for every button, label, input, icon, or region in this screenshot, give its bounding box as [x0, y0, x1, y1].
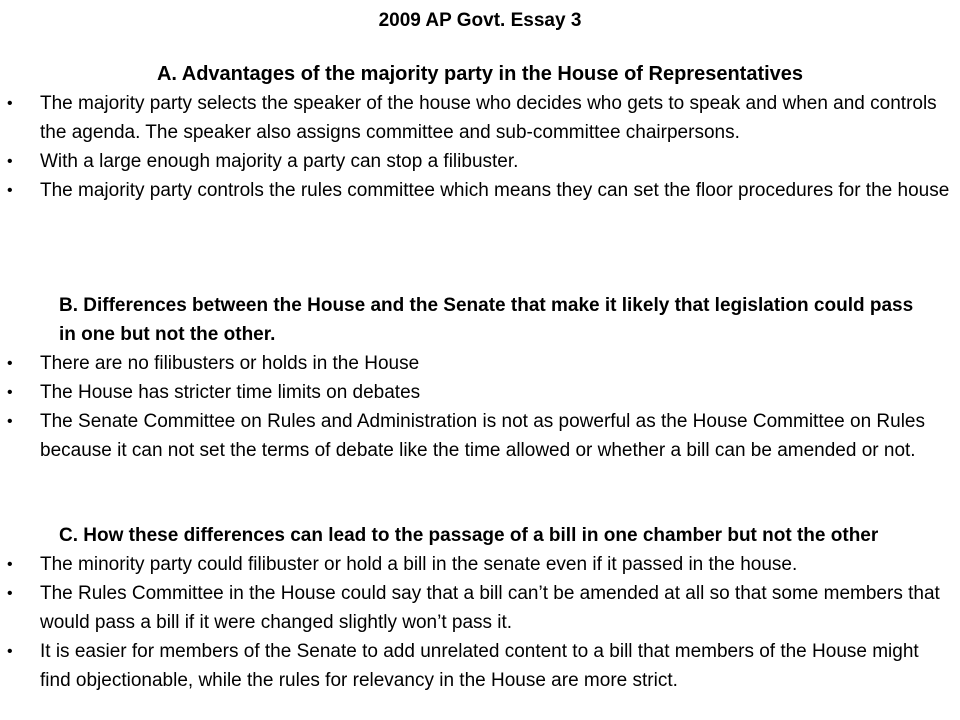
- section-b-heading: B. Differences between the House and the Senate that make it likely that legislation could pass in one but not the other.: [59, 295, 914, 345]
- bullet-text: The House has stricter time limits on debates: [40, 382, 421, 403]
- bullet-icon: •: [7, 384, 13, 401]
- bullet-icon: •: [7, 355, 13, 372]
- bullet-icon: •: [7, 95, 13, 112]
- section-a-heading: A. Advantages of the majority party in the House of Representatives: [156, 63, 804, 85]
- section-c-heading: C. How these differences can lead to the passage of a bill in one chamber but not the other: [59, 525, 879, 546]
- bullet-icon: •: [7, 585, 13, 602]
- list-item: [0, 579, 950, 637]
- list-item: [0, 349, 950, 378]
- list-item: [0, 147, 950, 176]
- list-item: [0, 378, 950, 407]
- section-a-list: [0, 89, 960, 205]
- bullet-text: It is easier for members of the Senate to add unrelated content to a bill that members of the House might find objectionable, while the rules for relevancy in the House are more strict.: [40, 641, 919, 691]
- slide-title: 2009 AP Govt. Essay 3: [378, 10, 582, 31]
- list-item: [0, 407, 950, 465]
- list-item: [0, 637, 950, 695]
- bullet-text: The majority party controls the rules committee which means they can set the floor procedures for the house: [40, 180, 950, 201]
- list-item: [0, 89, 950, 147]
- bullet-icon: •: [7, 556, 13, 573]
- bullet-text: There are no filibusters or holds in the House: [40, 353, 420, 374]
- list-item: [0, 550, 950, 579]
- bullet-text: The Senate Committee on Rules and Administration is not as powerful as the House Committee on Rules because it can not set the terms of debate like the time allowed or whether a bill can be amended or not.: [40, 411, 926, 461]
- bullet-icon: •: [7, 643, 13, 660]
- bullet-text: The minority party could filibuster or hold a bill in the senate even if it passed in the house.: [40, 554, 798, 575]
- bullet-text: The majority party selects the speaker of the house who decides who gets to speak and when and controls the agenda. The speaker also assigns committee and sub-committee chairpersons.: [40, 93, 937, 143]
- section-b-list: [0, 291, 960, 465]
- bullet-text: With a large enough majority a party can stop a filibuster.: [40, 151, 519, 172]
- bullet-text: The Rules Committee in the House could say that a bill can’t be amended at all so that some members that would pass a bill if it were changed slightly won’t pass it.: [40, 583, 940, 633]
- bullet-icon: •: [7, 153, 13, 170]
- section-c-list: [0, 521, 960, 695]
- list-item: [0, 176, 950, 205]
- bullet-icon: •: [7, 413, 13, 430]
- bullet-icon: •: [7, 182, 13, 199]
